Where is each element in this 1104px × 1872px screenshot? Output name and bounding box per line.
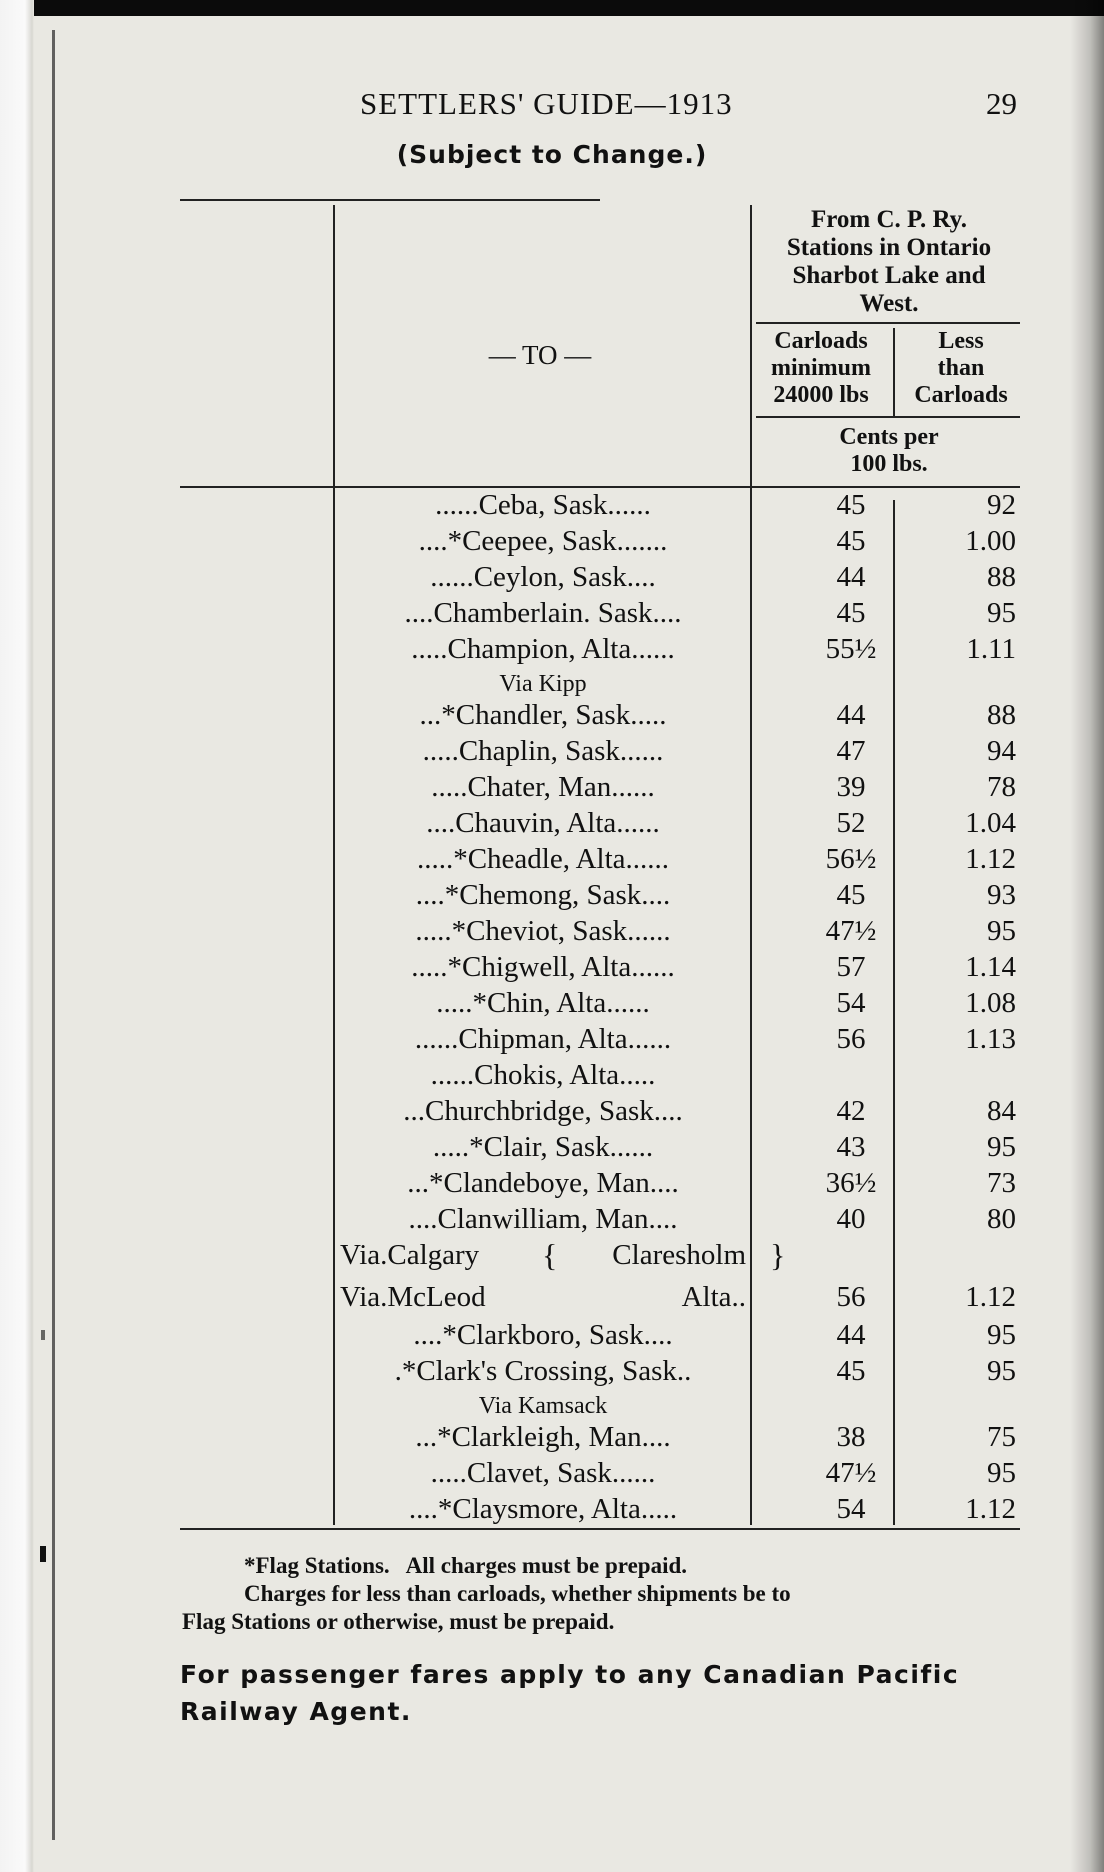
- carload-rate: 56½: [825, 843, 877, 875]
- station-name: ...*Clandeboye, Man....: [407, 1167, 679, 1199]
- running-head: SETTLERS' GUIDE—1913: [360, 86, 733, 121]
- from-heading: From C. P. Ry. Stations in Ontario Sharbot Lake and West.: [786, 206, 992, 317]
- carload-rate: 57: [836, 951, 866, 983]
- table-row: [0, 1130, 1104, 1164]
- station-name: .....Chaplin, Sask......: [422, 735, 664, 767]
- table-row: [0, 524, 1104, 558]
- carload-rate: 44: [836, 699, 866, 731]
- page-number: 29: [986, 86, 1017, 121]
- less-carload-rate: 88: [987, 699, 1016, 731]
- passenger-fares-notice: For passenger fares apply to any Canadian Pacific Railway Agent.: [180, 1660, 960, 1726]
- carload-rate: 54: [836, 1493, 866, 1525]
- table-row: [0, 1420, 1104, 1454]
- table-row: [0, 1202, 1104, 1236]
- less-carload-rate: 75: [987, 1421, 1016, 1453]
- carload-rate: 56: [836, 1023, 866, 1055]
- table-row: [0, 560, 1104, 594]
- carload-rate: 55½: [825, 633, 877, 665]
- station-name: .....*Chin, Alta......: [436, 987, 650, 1019]
- less-carload-rate: 88: [987, 561, 1016, 593]
- station-name: ....Chamberlain. Sask....: [404, 597, 682, 629]
- table-row: [0, 698, 1104, 732]
- station-name: ....*Ceepee, Sask.......: [418, 525, 668, 557]
- table-row: [0, 914, 1104, 948]
- carloads-underline: [756, 416, 1020, 418]
- station-name: ...Churchbridge, Sask....: [403, 1095, 683, 1127]
- less-carload-rate: 95: [987, 1131, 1016, 1163]
- table-row: [0, 734, 1104, 768]
- route-brace: {: [542, 1237, 558, 1273]
- less-carload-rate: 95: [987, 597, 1016, 629]
- table-row: [0, 1094, 1104, 1128]
- table-row-via: [0, 666, 1104, 696]
- to-heading: — TO —: [488, 340, 592, 370]
- unit-heading: Cents per 100 lbs.: [839, 424, 939, 477]
- carload-rate: 45: [836, 879, 866, 911]
- table-row: [0, 1318, 1104, 1352]
- less-carload-rate: 1.12: [965, 1493, 1016, 1525]
- station-name: ......Chokis, Alta.....: [430, 1059, 656, 1091]
- table-row-route-split: [0, 1280, 1104, 1314]
- subtitle: (Subject to Change.): [396, 140, 708, 169]
- table-row: [0, 632, 1104, 666]
- less-carload-rate: 95: [987, 1355, 1016, 1387]
- rates-divider-rule: [893, 328, 895, 418]
- station-name: ....Clanwilliam, Man....: [408, 1203, 678, 1235]
- table-row: [0, 596, 1104, 630]
- carload-rate: 45: [836, 489, 866, 521]
- table-row: [0, 878, 1104, 912]
- station-name: .*Clark's Crossing, Sask..: [394, 1355, 692, 1387]
- route-station: Alta..: [681, 1281, 746, 1313]
- table-bottom-rule: [180, 1528, 1020, 1530]
- route-note: Via Kamsack: [478, 1393, 608, 1419]
- carload-rate: 47: [836, 735, 866, 767]
- carload-rate: 39: [836, 771, 866, 803]
- route-via-left: Via.McLeod: [340, 1281, 486, 1313]
- carload-rate: 42: [836, 1095, 866, 1127]
- less-carload-rate: 95: [987, 1457, 1016, 1489]
- carloads-heading: Carloads minimum 24000 lbs: [770, 328, 871, 408]
- table-row-route-split: [0, 1238, 1104, 1272]
- carload-rate: 38: [836, 1421, 866, 1453]
- less-carload-rate: 84: [987, 1095, 1016, 1127]
- station-name: .....Chater, Man......: [431, 771, 655, 803]
- less-carload-rate: 93: [987, 879, 1016, 911]
- table-row: [0, 1166, 1104, 1200]
- less-carload-rate: 92: [987, 489, 1016, 521]
- table-row-via: [0, 1388, 1104, 1418]
- carload-rate: 47½: [825, 1457, 877, 1489]
- station-name: ....*Claysmore, Alta.....: [408, 1493, 678, 1525]
- carload-rate: 47½: [825, 915, 877, 947]
- carload-rate: 43: [836, 1131, 866, 1163]
- table-row: [0, 1354, 1104, 1388]
- carload-rate: 44: [836, 561, 866, 593]
- less-carload-rate: 1.11: [966, 633, 1016, 665]
- less-carload-rate: 1.04: [965, 807, 1016, 839]
- table-row: [0, 1022, 1104, 1056]
- carload-rate: 56: [836, 1281, 866, 1313]
- less-carload-rate: 95: [987, 1319, 1016, 1351]
- ink-speck: [40, 1546, 46, 1562]
- carload-rate: 40: [836, 1203, 866, 1235]
- carload-rate: 36½: [825, 1167, 877, 1199]
- charges-note-line-2: Flag Stations or otherwise, must be prepaid.: [182, 1609, 615, 1634]
- less-carload-rate: 94: [987, 735, 1016, 767]
- table-row: [0, 986, 1104, 1020]
- less-carload-rate: 1.08: [965, 987, 1016, 1019]
- station-name: .....Champion, Alta......: [411, 633, 675, 665]
- table-row: [0, 950, 1104, 984]
- flag-stations-note: *Flag Stations. All charges must be prepaid.: [244, 1553, 687, 1578]
- less-carload-rate: 80: [987, 1203, 1016, 1235]
- station-name: .....Clavet, Sask......: [430, 1457, 656, 1489]
- station-name: ......Ceba, Sask......: [435, 489, 651, 521]
- carload-rate: 44: [836, 1319, 866, 1351]
- less-carload-rate: 1.14: [965, 951, 1016, 983]
- station-name: ......Ceylon, Sask....: [430, 561, 656, 593]
- less-than-carloads-heading: Less than Carloads: [914, 328, 1008, 408]
- less-carload-rate: 1.12: [965, 1281, 1016, 1313]
- table-top-rule: [180, 199, 600, 201]
- station-name: ...*Clarkleigh, Man....: [415, 1421, 671, 1453]
- station-name: .....*Cheviot, Sask......: [415, 915, 671, 947]
- station-name: ....*Chemong, Sask....: [415, 879, 671, 911]
- carload-rate: 45: [836, 1355, 866, 1387]
- table-row: [0, 488, 1104, 522]
- table-row: [0, 770, 1104, 804]
- table-row: [0, 842, 1104, 876]
- less-carload-rate: 1.12: [965, 843, 1016, 875]
- carload-rate: 52: [836, 807, 866, 839]
- less-carload-rate: 73: [987, 1167, 1016, 1199]
- station-name: ......Chipman, Alta......: [414, 1023, 672, 1055]
- station-name: .....*Clair, Sask......: [432, 1131, 654, 1163]
- station-name: ....*Clarkboro, Sask....: [413, 1319, 673, 1351]
- station-name: ...*Chandler, Sask.....: [419, 699, 667, 731]
- station-name: ....Chauvin, Alta......: [426, 807, 660, 839]
- carload-rate: 45: [836, 525, 866, 557]
- table-row: [0, 1456, 1104, 1490]
- less-carload-rate: 95: [987, 915, 1016, 947]
- route-station: Claresholm: [612, 1239, 746, 1271]
- ink-speck: [41, 1330, 45, 1340]
- less-carload-rate: 1.13: [965, 1023, 1016, 1055]
- charges-note-line-1: Charges for less than carloads, whether shipments be to: [244, 1581, 791, 1606]
- route-brace: }: [770, 1237, 786, 1273]
- from-underline: [756, 322, 1020, 324]
- less-carload-rate: 1.00: [965, 525, 1016, 557]
- table-row: [0, 1492, 1104, 1526]
- table-row: [0, 1058, 1104, 1092]
- route-note: Via Kipp: [499, 671, 587, 697]
- station-name: .....*Cheadle, Alta......: [416, 843, 670, 875]
- carload-rate: 54: [836, 987, 866, 1019]
- table-row: [0, 806, 1104, 840]
- station-name: .....*Chigwell, Alta......: [411, 951, 675, 983]
- less-carload-rate: 78: [987, 771, 1016, 803]
- carload-rate: 45: [836, 597, 866, 629]
- route-via-left: Via.Calgary: [340, 1239, 480, 1271]
